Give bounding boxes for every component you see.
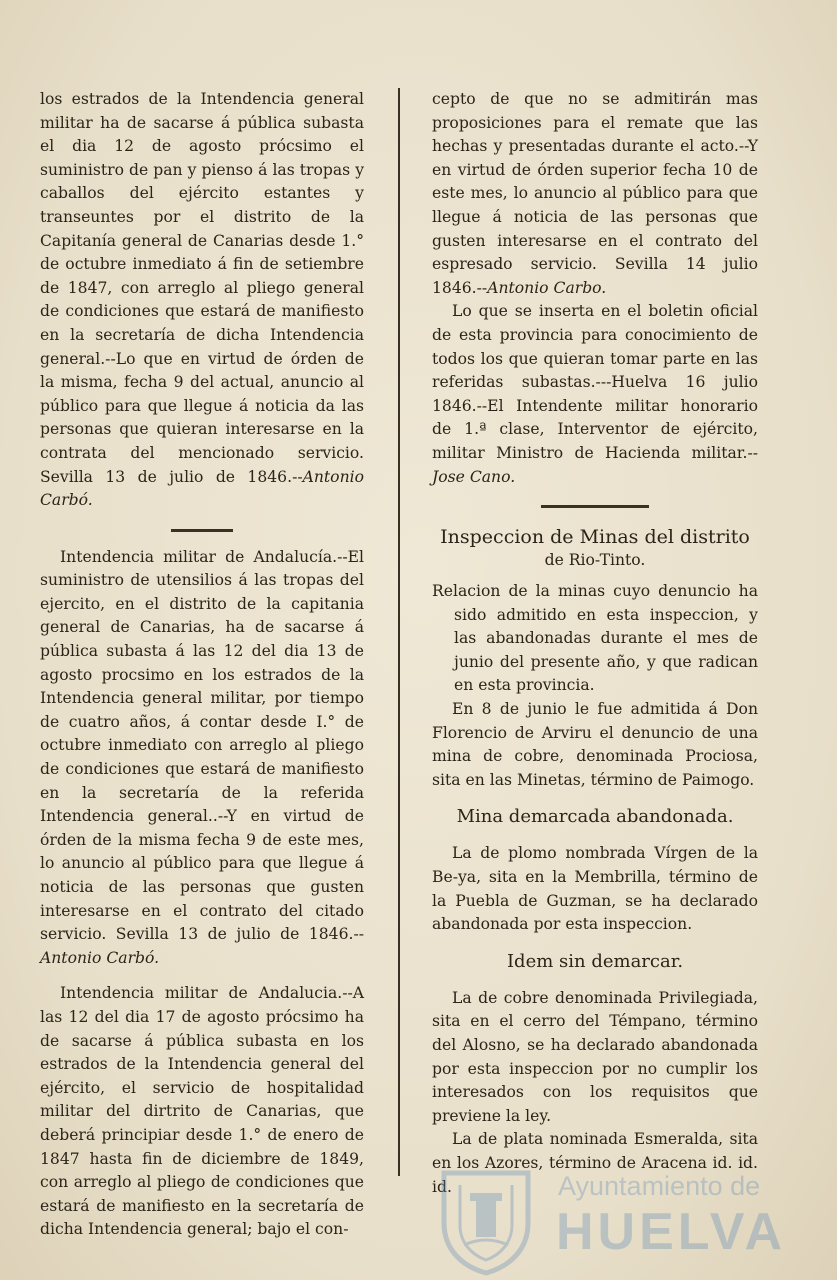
right-paragraph-boletin: Lo que se inserta en el boletin oficial de esta provincia para conocimiento de todos los que quieran tomar parte en las referidas subastas.---Huelva 16 julio 1846.--El Intendente militar honorario de 1.ª clase, Interventor de ejército, militar Ministro de Hacienda militar.--Jose Cano. — [432, 302, 758, 486]
ayuntamiento-huelva-watermark — [430, 1165, 787, 1280]
section-divider — [171, 529, 233, 532]
left-column — [40, 88, 364, 1242]
signature: Jose Cano. — [432, 467, 516, 486]
heading-inspeccion-minas: Inspeccion de Minas del distrito — [440, 526, 750, 549]
signature: Antonio Carbó. — [40, 467, 364, 510]
column-divider — [398, 88, 400, 1176]
section-divider — [541, 505, 649, 508]
cobre-paragraph: La de cobre denominada Privilegiada, sita en el cerro del Témpano, término del Alosno, se ha declarado abandonada por esta inspeccion por no cumplir los interesados con los requisitos que previene la ley. — [432, 988, 758, 1125]
left-paragraph-hospitalidad: Intendencia militar de Andalucia.--A las 12 del dia 17 de agosto prócsimo ha de sacarse á pública subasta en los estrados de la Intendencia general del ejército, el servicio de hospitalidad militar del dirtrito de Canarias, que deberá principiar desde 1.° de enero de 1847 hasta fin de diciembre de 1849, con arreglo al pliego de condiciones que estará de manifiesto en la secretaría de dicha Intendencia general; bajo el con- — [40, 984, 364, 1239]
junio-paragraph: En 8 de junio le fue admitida á Don Florencio de Arviru el denuncio de una mina de cobre, denominada Prociosa, sita en las Minetas, término de Paimogo. — [432, 700, 758, 789]
watermark-line2: HUELVA — [556, 1203, 787, 1261]
plata-paragraph: La de plata nominada Esmeralda, sita en los Azores, término de Aracena id. id. id. — [432, 1130, 758, 1196]
left-paragraph-utensilios: Intendencia militar de Andalucía.--El suministro de utensilios á las tropas del ejercito, en el distrito de la capitania general de Canarias, ha de sacarse á pública subasta á las 12 del dia 13 de agosto procsimo en los estrados de la Intendencia general militar, por tiempo de cuatro años, á contar desde I.° de octubre inmediato con arreglo al pliego de condiciones que estará de manifiesto en la secretaría de la referida Intendencia general..--Y en virtud de órden de la misma fecha 9 de este mes, lo anuncio al público para que llegue á noticia de las personas que gusten interesarse en el contrato del citado servicio. Sevilla 13 de julio de 1846.--Antonio Carbó. — [40, 547, 364, 967]
watermark-line1: Ayuntamiento de — [558, 1171, 761, 1201]
right-column — [432, 88, 761, 1201]
plomo-paragraph: La de plomo nombrada Vírgen de la Be-ya, sita en la Membrilla, término de la Puebla de Guzman, se ha declarado abandonada por esta inspeccion. — [432, 844, 758, 934]
signature: Antonio Carbó. — [40, 948, 160, 967]
relacion-paragraph: Relacion de la minas cuyo denuncio ha sido admitido en esta inspeccion, y las abandonadas durante el mes de junio del presente año, y que radican en esta provincia. — [432, 582, 758, 695]
left-paragraph-continued: los estrados de la Intendencia general militar ha de sacarse á pública subasta el dia 12 de agosto prócsimo el suministro de pan y pienso á las tropas y caballos del ejército estantes y transeuntes por el distrito de la Capitanía general de Canarias desde 1.° de octubre inmediato á fin de setiembre de 1847, con arreglo al pliego general de condiciones que estará de manifiesto en la secretaría de dicha Intendencia general.--Lo que en virtud de órden de la misma, fecha 9 del actual, anuncio al público para que llegue á noticia da las personas que quieran interesarse en la contrata del mencionado servicio. Sevilla 13 de julio de 1846.--Antonio Carbó. — [40, 90, 364, 510]
signature: Antonio Carbo. — [487, 278, 607, 297]
heading-idem-sin-demarcar: Idem sin demarcar. — [506, 950, 684, 972]
heading-mina-demarcada: Mina demarcada abandonada. — [456, 806, 734, 828]
right-paragraph-continued: cepto de que no se admitirán mas proposiciones para el remate que las hechas y presentadas durante el acto.--Y en virtud de órden superior fecha 10 de este mes, lo anuncio al público para que llegue á noticia de las personas que gusten interesarse en el contrato del espresado servicio. Sevilla 14 julio 1846.--Antonio Carbo. — [432, 90, 758, 297]
heading-rio-tinto: de Rio-Tinto. — [544, 551, 646, 570]
coat-of-arms-icon — [430, 1165, 542, 1277]
